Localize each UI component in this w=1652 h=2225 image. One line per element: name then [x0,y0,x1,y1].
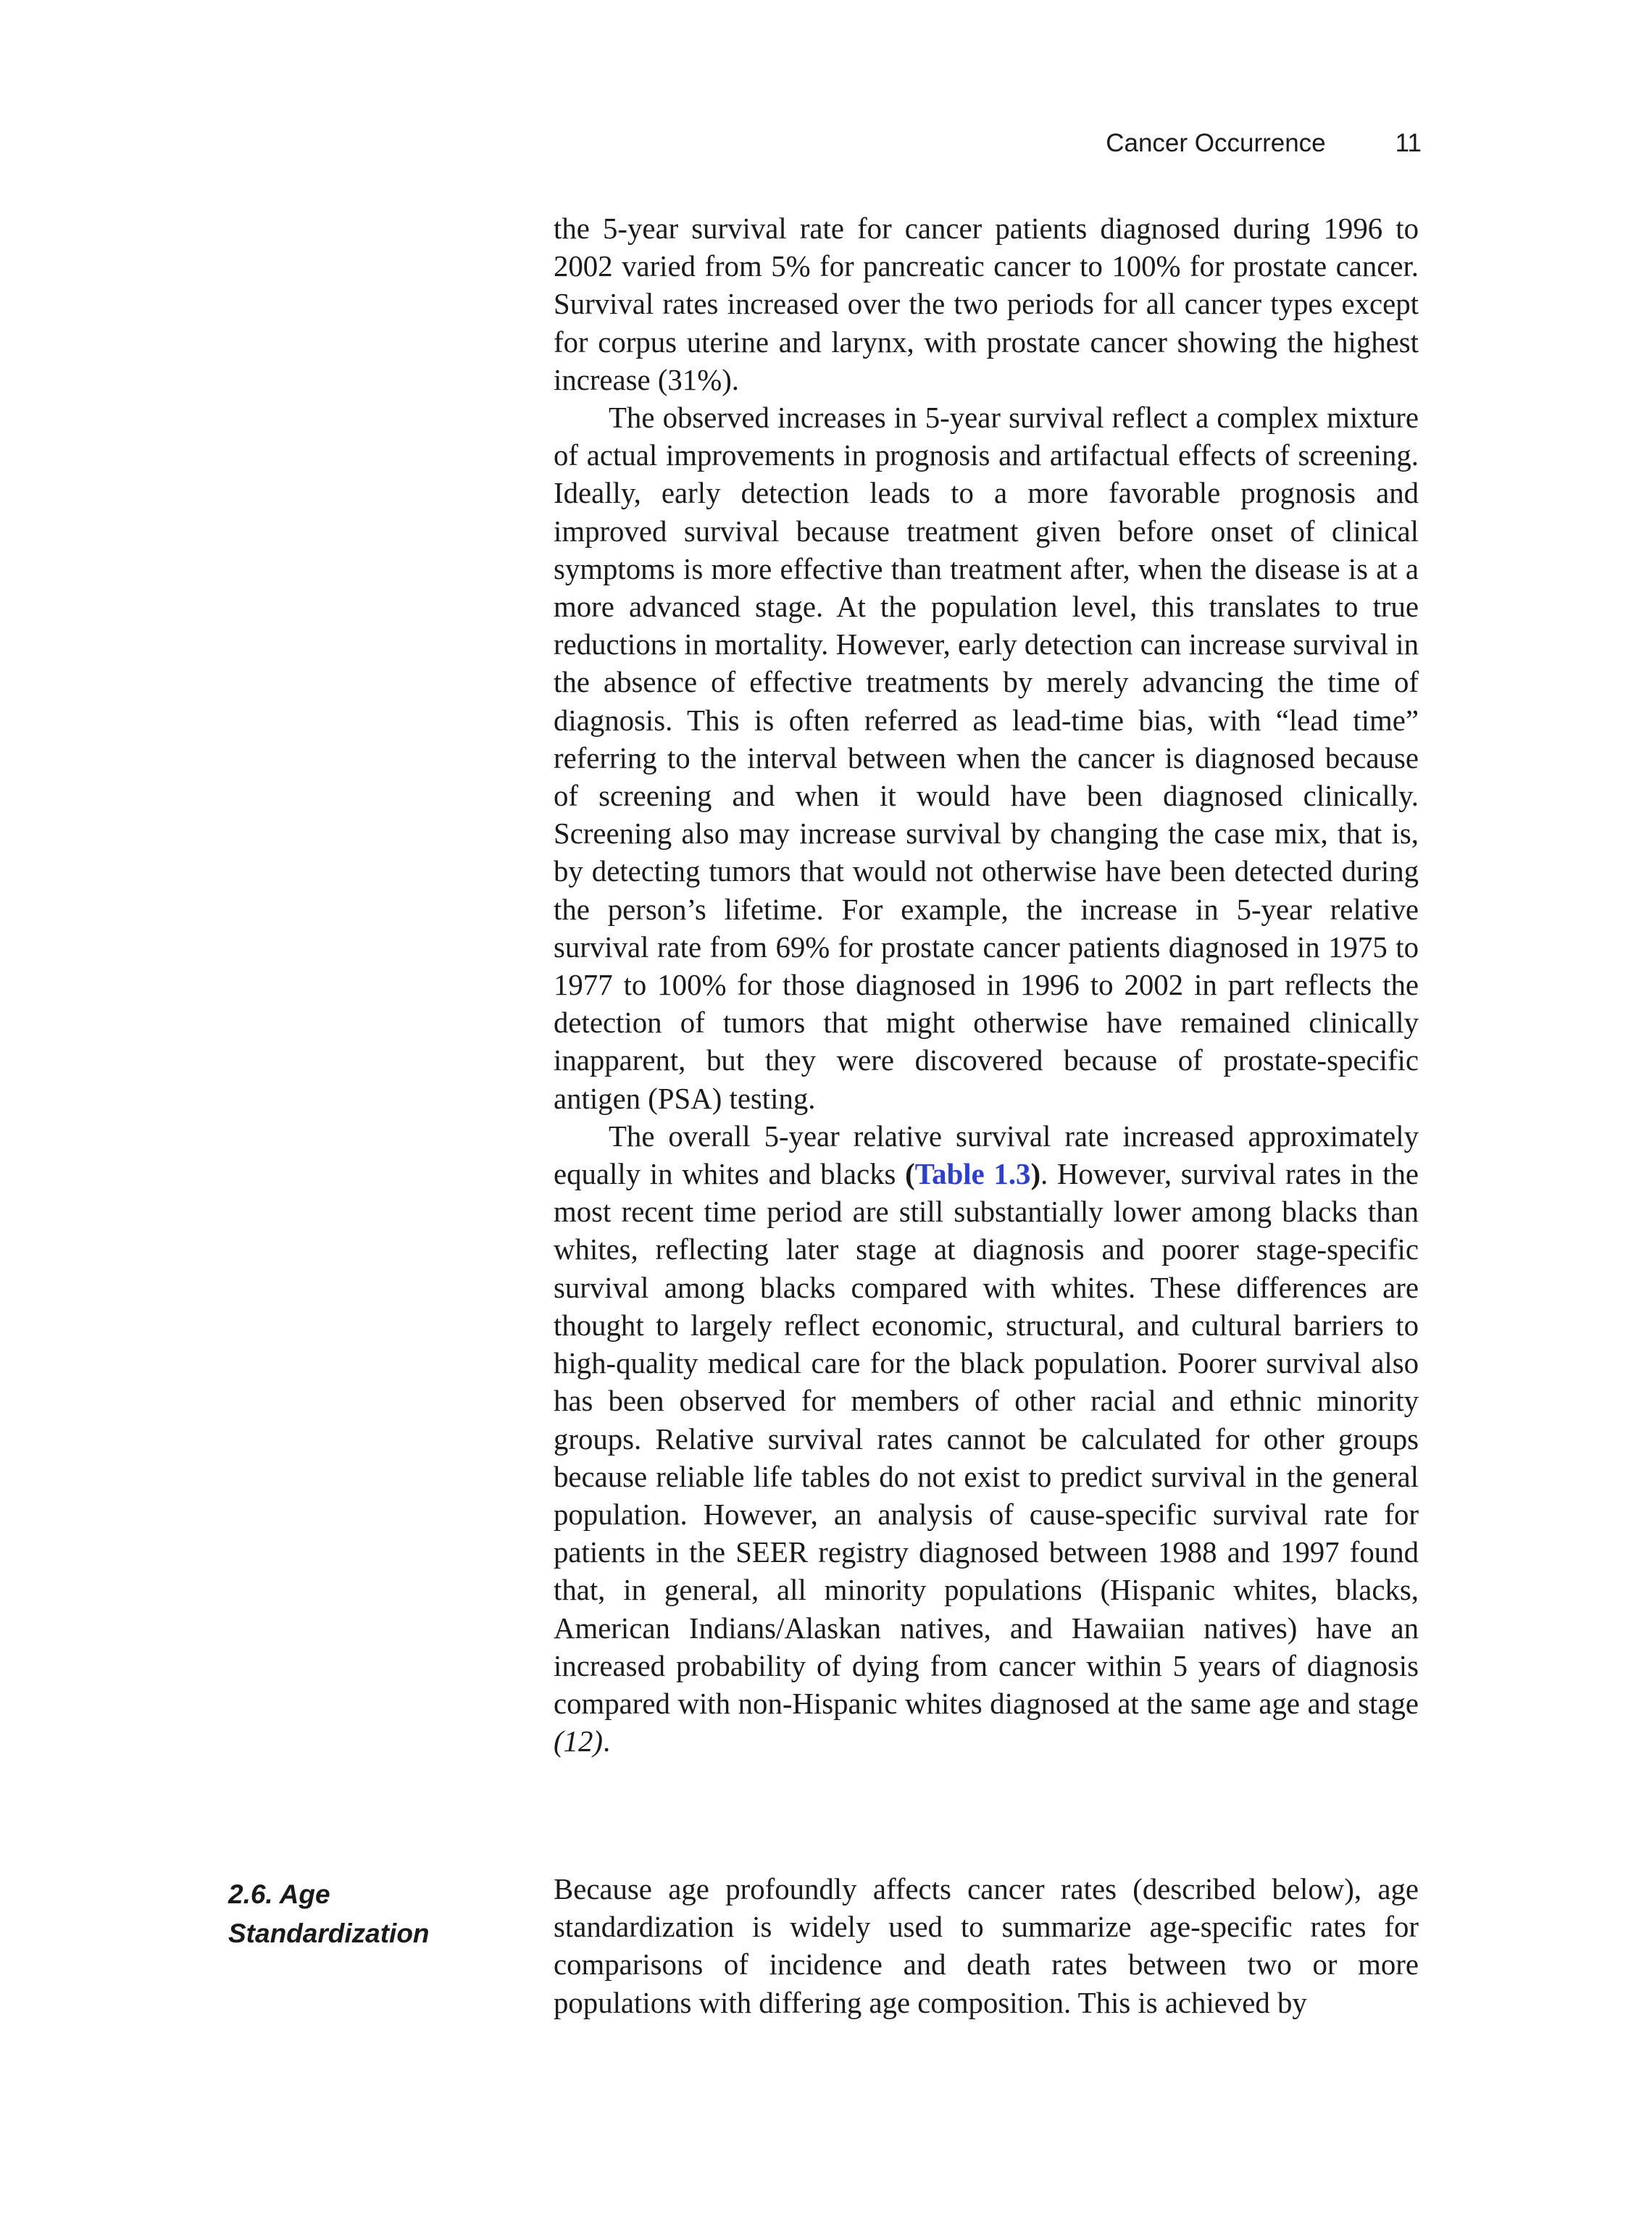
paragraph-2: The observed increases in 5-year survival reflect a complex mixture of actual improvements in prognosis and artifactual effects of screening. Ideally, early detection leads to a more favorable prognosis and improved survival because treatment given before onset of clinical symptoms is more effective than treatment after, when the disease is at a more advanced stage. At the population level, this translates to true reductions in mortality. However, early detection can increase survival in the absence of effective treatments by merely advancing the time of diagnosis. This is often referred as lead-time bias, with “lead time” referring to the interval between when the cancer is diagnosed because of screening and when it would have been diagnosed clinically. Screening also may increase survival by changing the case mix, that is, by detecting tumors that would not otherwise have been detected during the person’s lifetime. For example, the increase in 5-year relative survival rate from 69% for prostate cancer patients diagnosed in 1975 to 1977 to 100% for those diagnosed in 1996 to 2002 in part reflects the detection of tumors that might otherwise have remained clinically inapparent, but they were discovered because of prostate-specific antigen (PSA) testing. [554,401,1419,1115]
section-heading-age-standardization [228,1875,446,1953]
paragraph-3-text-start: The overall 5-year relative survival rate increased approximately equally in whites and blacks [554,1119,1419,1191]
page-number: 11 [1395,129,1422,157]
paragraph-3-text-end: . However, survival rates in the most recent time period are still substantially lower among blacks than whites, reflecting later stage at diagnosis and poorer stage-specific survival among blacks compared with whites. These differences are thought to largely reflect economic, structural, and cultural barriers to high-quality medical care for the black population. Poorer survival also has been observed for members of other racial and ethnic minority groups. Relative survival rates cannot be calculated for other groups because reliable life tables do not exist to predict survival in the general population. However, an analysis of cause-specific survival rate for patients in the SEER registry diagnosed between 1988 and 1997 found that, in general, all minority populations (Hispanic whites, blacks, American Indians/Alaskan natives, and Hawaiian natives) have an increased probability of dying from cancer within 5 years of diagnosis compared with non-Hispanic whites diagnosed at the same age and stage [554,1158,1419,1720]
paragraph-3 [554,1118,1419,1761]
section-heading-line-2: Standardization [228,1919,430,1948]
section-paragraph: Because age profoundly affects cancer rates (described below), age standardization is widely used to summarize age-specific rates for comparisons of incidence and death rates between two or more populations with differing age composition. This is achieved by [554,1873,1419,2019]
paragraph-3-final-period: . [602,1725,611,1758]
paragraph-1: the 5-year survival rate for cancer patients diagnosed during 1996 to 2002 varied from 5% for pancreatic cancer to 100% for prostate cancer. Survival rates increased over the two periods for all cancer types except for corpus uterine and larynx, with prostate cancer showing the highest increase (31%). [554,212,1419,396]
running-head [1106,129,1422,158]
table-ref-open-paren: ( [905,1158,915,1191]
citation-12: (12) [554,1725,603,1758]
section-heading-line-1: 2.6. Age [228,1879,330,1909]
running-title: Cancer Occurrence [1106,129,1326,157]
main-text-column [554,210,1419,1761]
table-ref-close-paren: ) [1030,1158,1041,1191]
section-body-age-standardization [554,1871,1419,2022]
table-1-3-link[interactable]: Table 1.3 [914,1158,1031,1191]
